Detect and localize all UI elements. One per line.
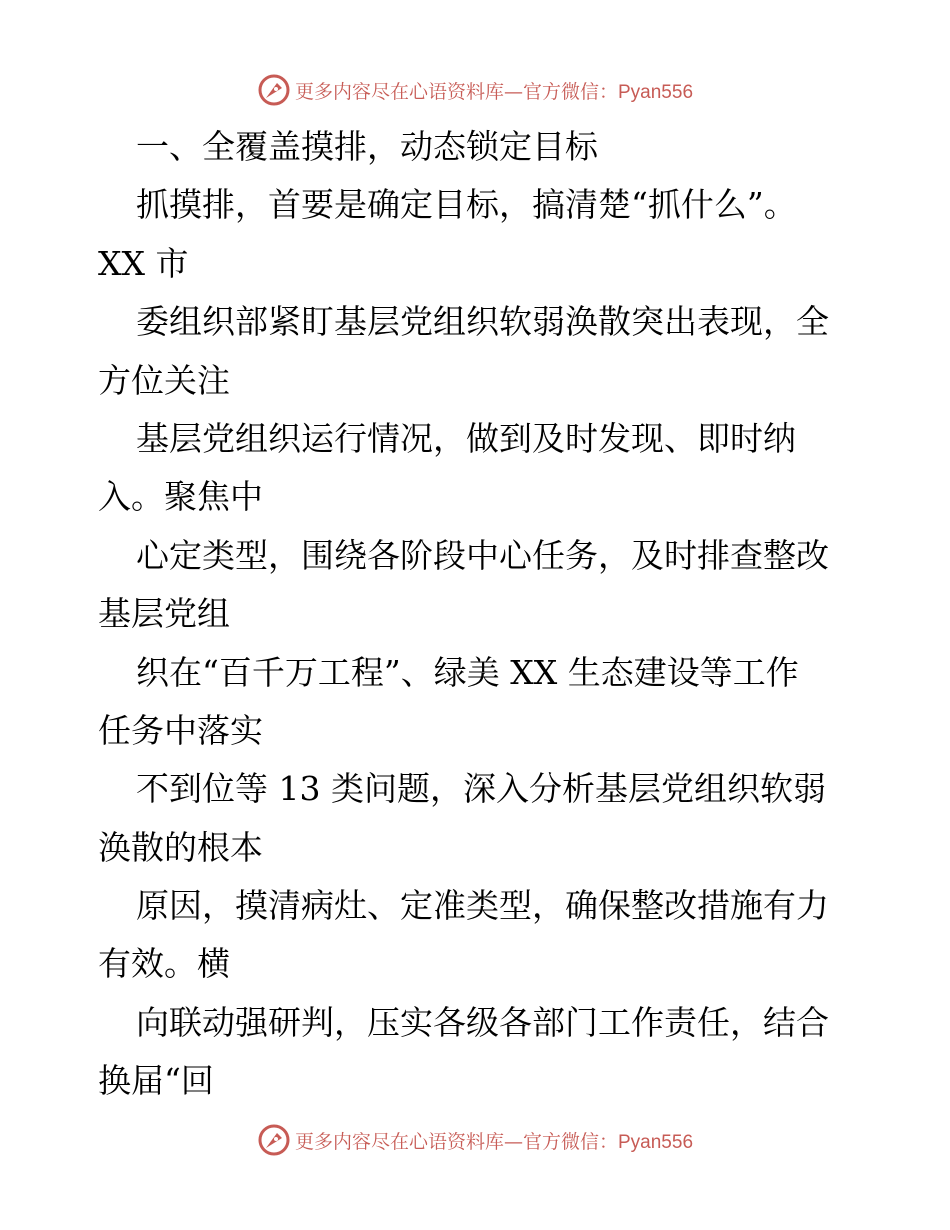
- header-watermark: [0, 72, 950, 108]
- body-line: 不到位等 13 类问题，深入分析基层党组织软弱: [136, 769, 826, 809]
- watermark-text: [295, 77, 693, 104]
- body-line: 换届“回: [98, 1061, 214, 1101]
- watermark-text: [295, 1127, 693, 1154]
- body-line: 方位关注: [98, 360, 230, 400]
- footer-watermark: [0, 1122, 950, 1158]
- body-line: 原因，摸清病灶、定准类型，确保整改措施有力: [136, 886, 829, 926]
- watermark-handle: Pyan556: [618, 1131, 694, 1153]
- document-body: [98, 118, 858, 1111]
- body-line: 心定类型，围绕各阶段中心任务，及时排查整改: [136, 535, 829, 575]
- body-line: 基层党组: [98, 594, 230, 634]
- watermark-label: 更多内容尽在心语资料库—官方微信：: [294, 1130, 618, 1153]
- pen-nib-logo-icon: [257, 1123, 291, 1157]
- watermark-label: 更多内容尽在心语资料库—官方微信：: [294, 80, 618, 103]
- pen-nib-logo-icon: [257, 73, 291, 107]
- body-line: 有效。横: [98, 944, 230, 984]
- body-line: 基层党组织运行情况，做到及时发现、即时纳: [136, 418, 796, 458]
- body-line: 委组织部紧盯基层党组织软弱涣散突出表现，全: [136, 302, 829, 342]
- body-line: 涣散的根本: [98, 827, 263, 867]
- body-line: 入。聚焦中: [98, 477, 263, 517]
- section-heading: 一、全覆盖摸排，动态锁定目标: [136, 127, 598, 166]
- body-line: 抓摸排，首要是确定目标，搞清楚“抓什么”。: [136, 185, 797, 225]
- watermark-handle: Pyan556: [618, 81, 694, 103]
- body-line: 织在“百千万工程”、绿美 XX 生态建设等工作: [136, 652, 799, 692]
- body-line: XX 市: [98, 243, 189, 283]
- body-line: 任务中落实: [98, 710, 263, 750]
- body-line: 向联动强研判，压实各级各部门工作责任，结合: [136, 1002, 829, 1042]
